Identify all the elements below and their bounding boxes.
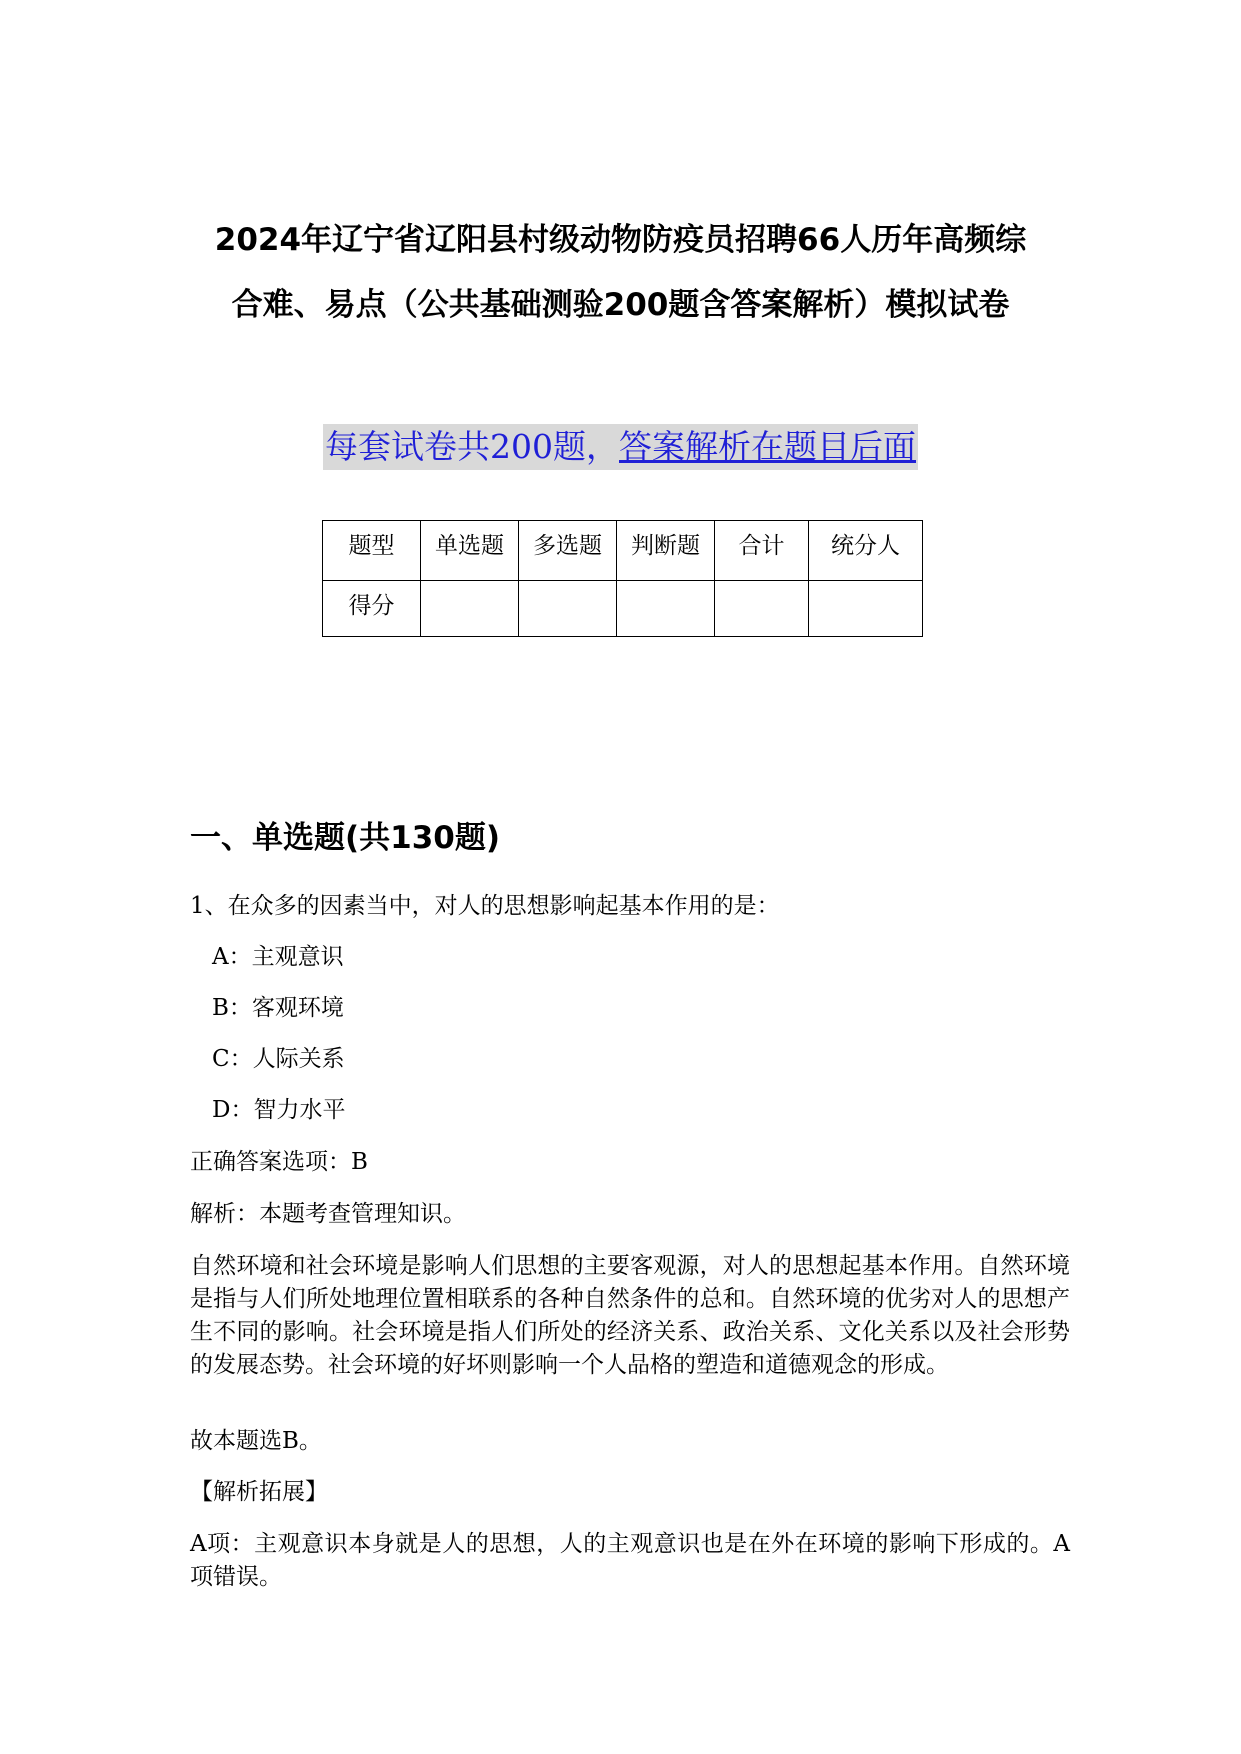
option-d: D：智力水平 xyxy=(212,1097,346,1123)
header-single-choice: 单选题 xyxy=(421,521,519,581)
question-stem: 1、在众多的因素当中，对人的思想影响起基本作用的是： xyxy=(190,893,780,919)
header-total: 合计 xyxy=(715,521,809,581)
section-heading: 一、单选题(共130题) xyxy=(190,820,501,856)
subtitle-container xyxy=(0,424,1241,470)
option-c: C：人际关系 xyxy=(212,1046,345,1072)
title-line-1: 2024年辽宁省辽阳县村级动物防疫员招聘66人历年高频综 xyxy=(214,222,1027,258)
document-title xyxy=(150,208,1091,338)
option-b: B：客观环境 xyxy=(212,995,344,1021)
score-cell-multiple-choice xyxy=(519,581,617,637)
answer-location-link[interactable]: 答案解析在题目后面 xyxy=(619,427,916,466)
subtitle-prefix: 每套试卷共200题， xyxy=(325,427,619,466)
header-multiple-choice: 多选题 xyxy=(519,521,617,581)
extension-heading: 【解析拓展】 xyxy=(190,1479,328,1505)
score-cell-total xyxy=(715,581,809,637)
header-true-false: 判断题 xyxy=(617,521,715,581)
score-table xyxy=(322,520,923,637)
title-line-2: 合难、易点（公共基础测验200题含答案解析）模拟试卷 xyxy=(231,287,1010,323)
header-question-type: 题型 xyxy=(323,521,421,581)
correct-answer: 正确答案选项：B xyxy=(190,1149,368,1175)
analysis-conclusion: 故本题选B。 xyxy=(190,1428,322,1454)
option-a: A：主观意识 xyxy=(212,944,344,970)
extension-option-a: A项：主观意识本身就是人的思想，人的主观意识也是在外在环境的影响下形成的。A项错误。 xyxy=(190,1531,1070,1590)
score-table-score-row xyxy=(323,581,923,637)
row-label-score: 得分 xyxy=(323,581,421,637)
analysis-body: 自然环境和社会环境是影响人们思想的主要客观源，对人的思想起基本作用。自然环境是指与人们所处地理位置相联系的各种自然条件的总和。自然环境的优劣对人的思想产生不同的影响。社会环境是指人们所处的经济关系、政治关系、文化关系以及社会形势的发展态势。社会环境的好坏则影响一个人品格的塑造和道德观念的形成。 xyxy=(190,1253,1070,1378)
score-cell-true-false xyxy=(617,581,715,637)
score-cell-single-choice xyxy=(421,581,519,637)
score-cell-scorer xyxy=(809,581,923,637)
analysis-intro: 解析：本题考查管理知识。 xyxy=(190,1201,466,1227)
score-table-header-row xyxy=(323,521,923,581)
subtitle-banner xyxy=(323,424,918,470)
header-scorer: 统分人 xyxy=(809,521,923,581)
